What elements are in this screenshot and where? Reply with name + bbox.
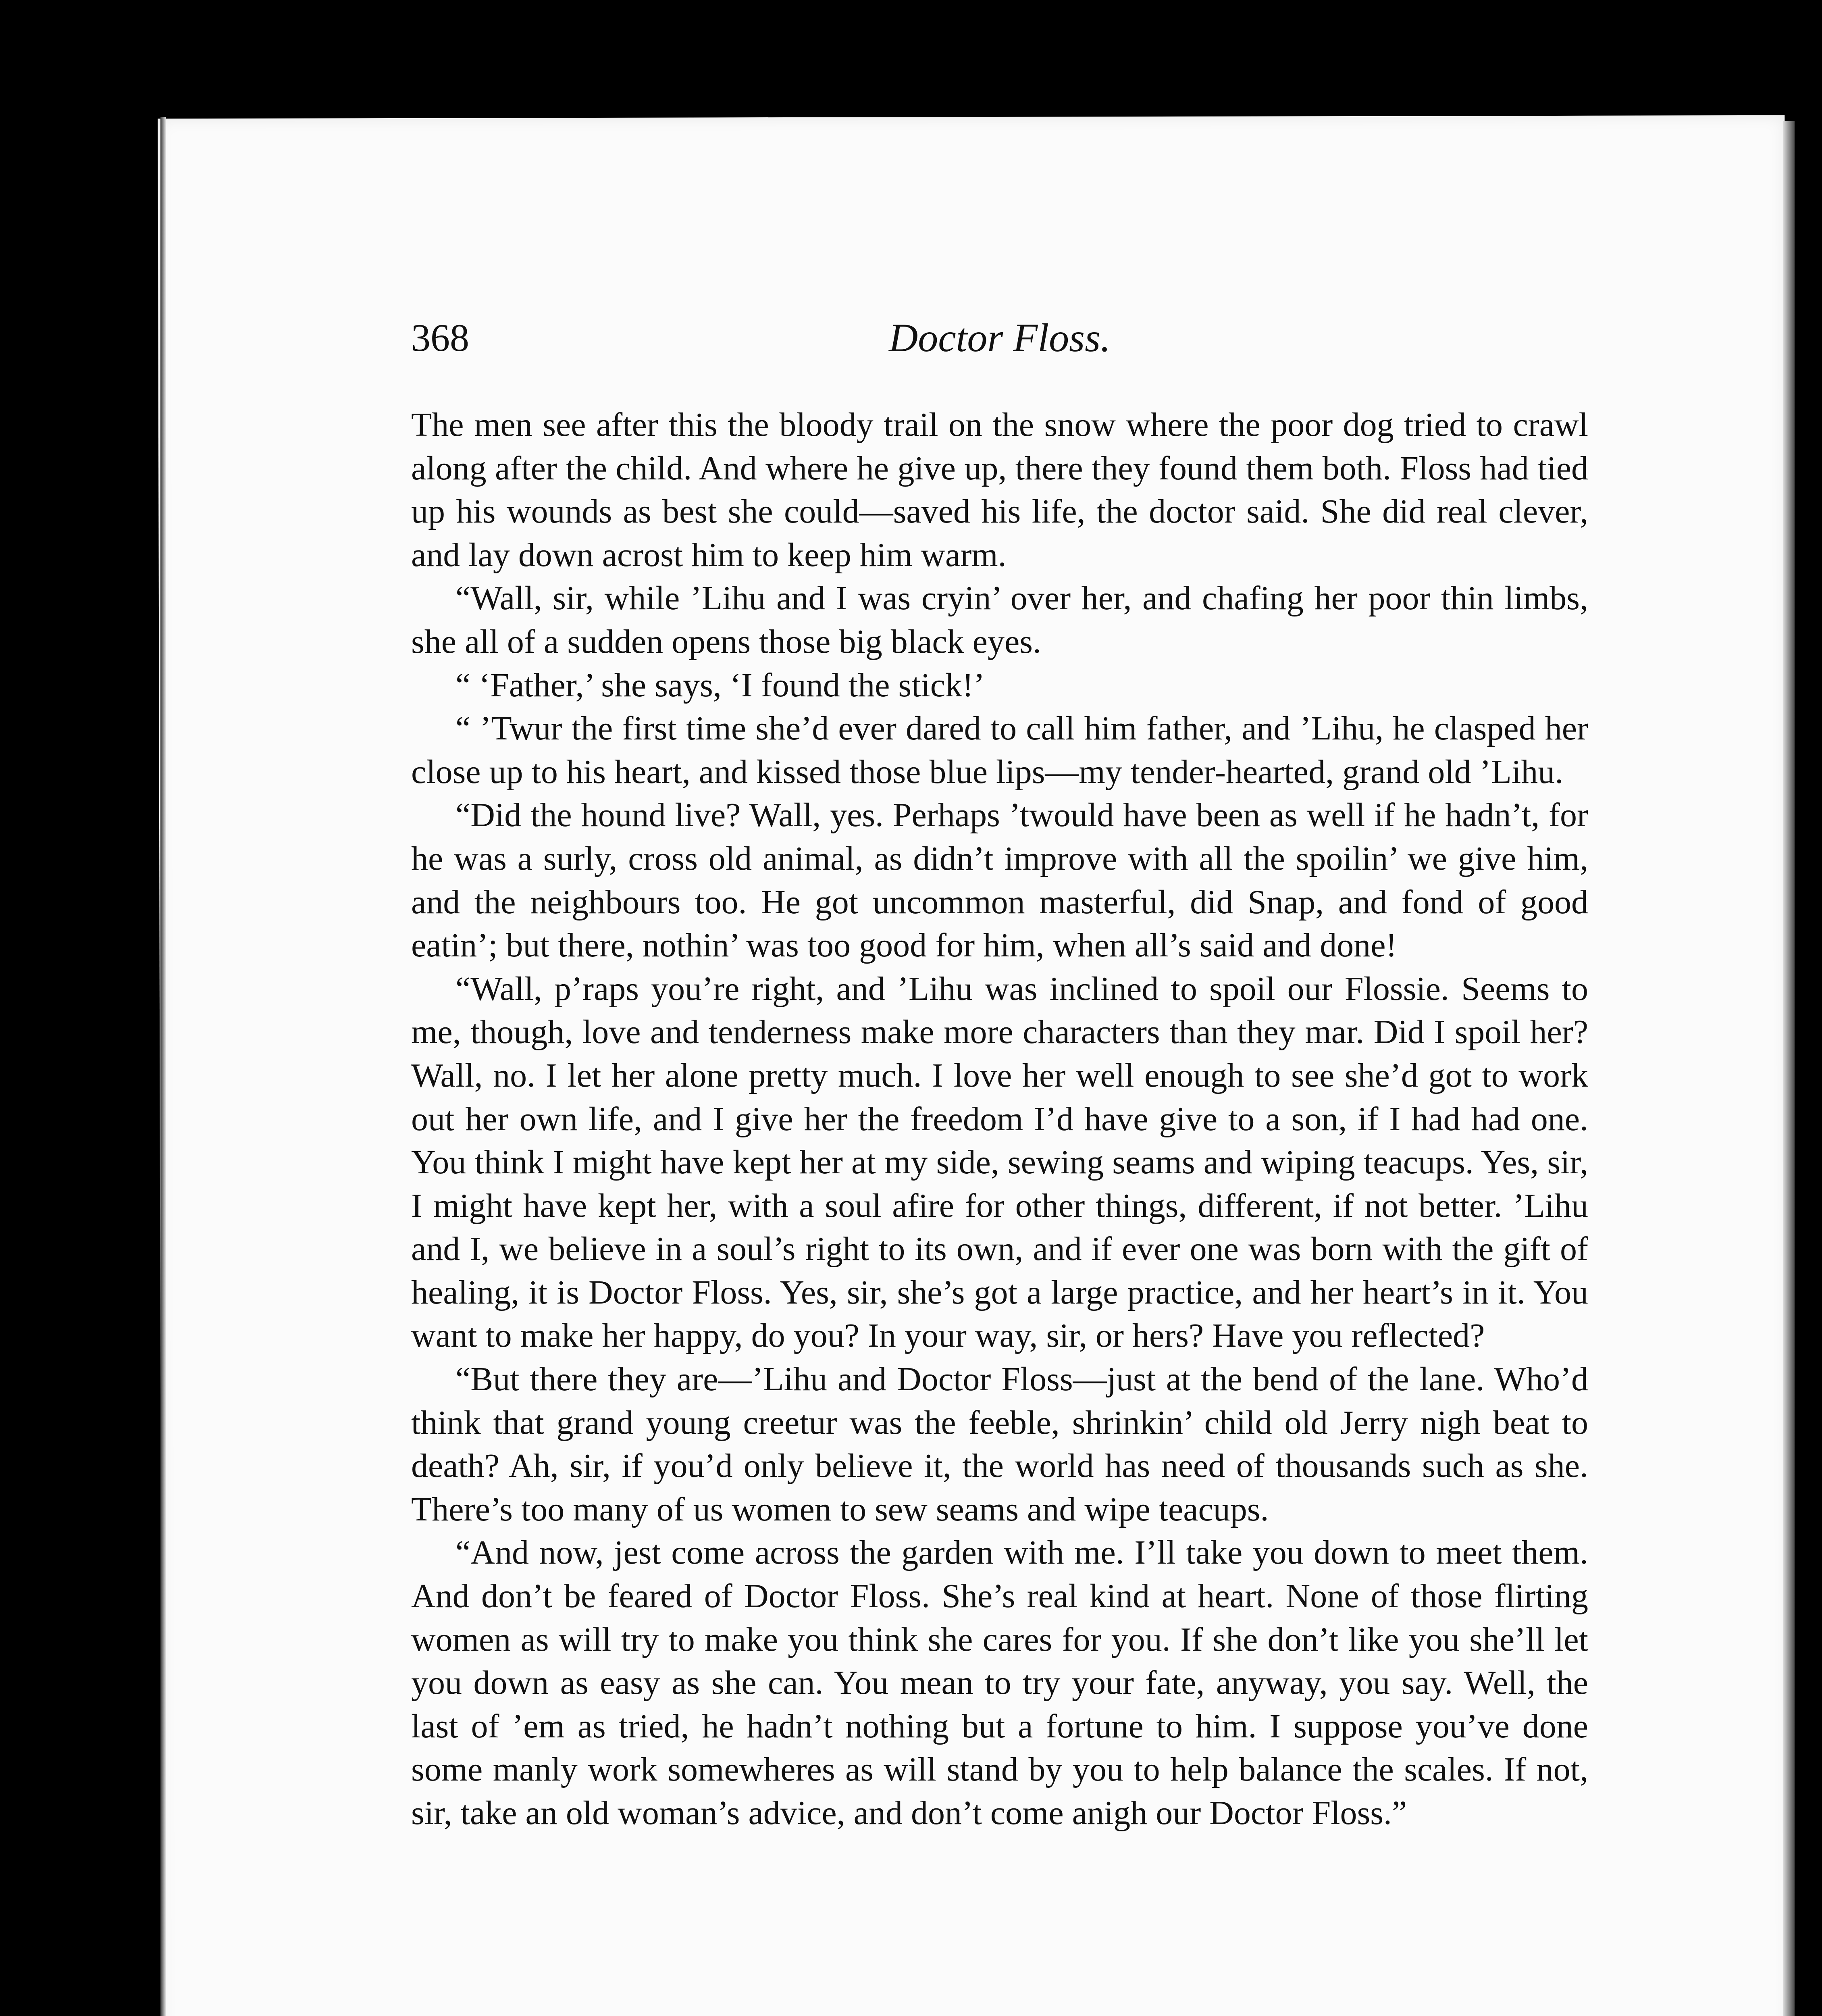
paragraph-1: The men see after this the bloody trail on the snow where the poor dog tried to crawl along after the child. And where he give up, there they found them both. Floss had tied up his wounds as best she could—saved his life, the doctor said. She did real clever, and lay down acrost him to keep him warm. [411, 406, 1588, 574]
body-text [411, 403, 1588, 1835]
running-title: Doctor Floss. [889, 315, 1111, 360]
paragraph-7: “But there they are—’Lihu and Doctor Floss—just at the bend of the lane. Who’d think that grand young creetur was the feeble, shrinkin’ child old Jerry nigh beat to death? Ah, sir, if you’d only believe it, the world has need of thousands such as she. There’s too many of us women to sew seams and wipe teacups. [411, 1360, 1588, 1528]
page-edge-left [160, 117, 166, 2016]
paragraph-5: “Did the hound live? Wall, yes. Perhaps ’twould have been as well if he hadn’t, for he was a surly, cross old animal, as didn’t improve with all the spoilin’ we give him, and the neighbours too. He got uncommon masterful, did Snap, and fond of good eatin’; but there, nothin’ was too good for him, when all’s said and done! [411, 796, 1588, 964]
paragraph-3: “ ‘Father,’ she says, ‘I found the stick!’ [456, 666, 985, 704]
paragraph-2: “Wall, sir, while ’Lihu and I was cryin’ over her, and chafing her poor thin limbs, she all of a sudden opens those big black eyes. [411, 579, 1588, 660]
paragraph-4: “ ’Twur the first time she’d ever dared to call him father, and ’Lihu, he clasped her close up to his heart, and kissed those blue lips—my tender-hearted, grand old ’Lihu. [411, 710, 1588, 791]
paragraph-8: “And now, jest come across the garden with me. I’ll take you down to meet them. And don’t be feared of Doctor Floss. She’s real kind at heart. None of those flirting women as will try to make you think she cares for you. If she don’t like you she’ll let you down as easy as she can. You mean to try your fate, anyway, you say. Well, the last of ’em as tried, he hadn’t nothing but a fortune to him. I suppose you’ve done some manly work somewheres as will stand by you to help balance the scales. If not, sir, take an old woman’s advice, and don’t come anigh our Doctor Floss.” [411, 1534, 1588, 1832]
page-number: 368 [411, 316, 469, 359]
running-head [411, 314, 1588, 362]
page-edge-right [1783, 121, 1795, 2016]
paragraph-6: “Wall, p’raps you’re right, and ’Lihu was inclined to spoil our Flossie. Seems to me, though, love and tenderness make more characters than they mar. Did I spoil her? Wall, no. I let her alone pretty much. I love her well enough to see she’d got to work out her own life, and I give her the freedom I’d have give to a son, if I had had one. You think I might have kept her at my side, sewing seams and wiping teacups. Yes, sir, I might have kept her, with a soul afire for other things, different, if not better. ’Lihu and I, we believe in a soul’s right to its own, and if ever one was born with the gift of healing, it is Doctor Floss. Yes, sir, she’s got a large practice, and her heart’s in it. You want to make her happy, do you? In your way, sir, or hers? Have you reflected? [411, 970, 1588, 1355]
